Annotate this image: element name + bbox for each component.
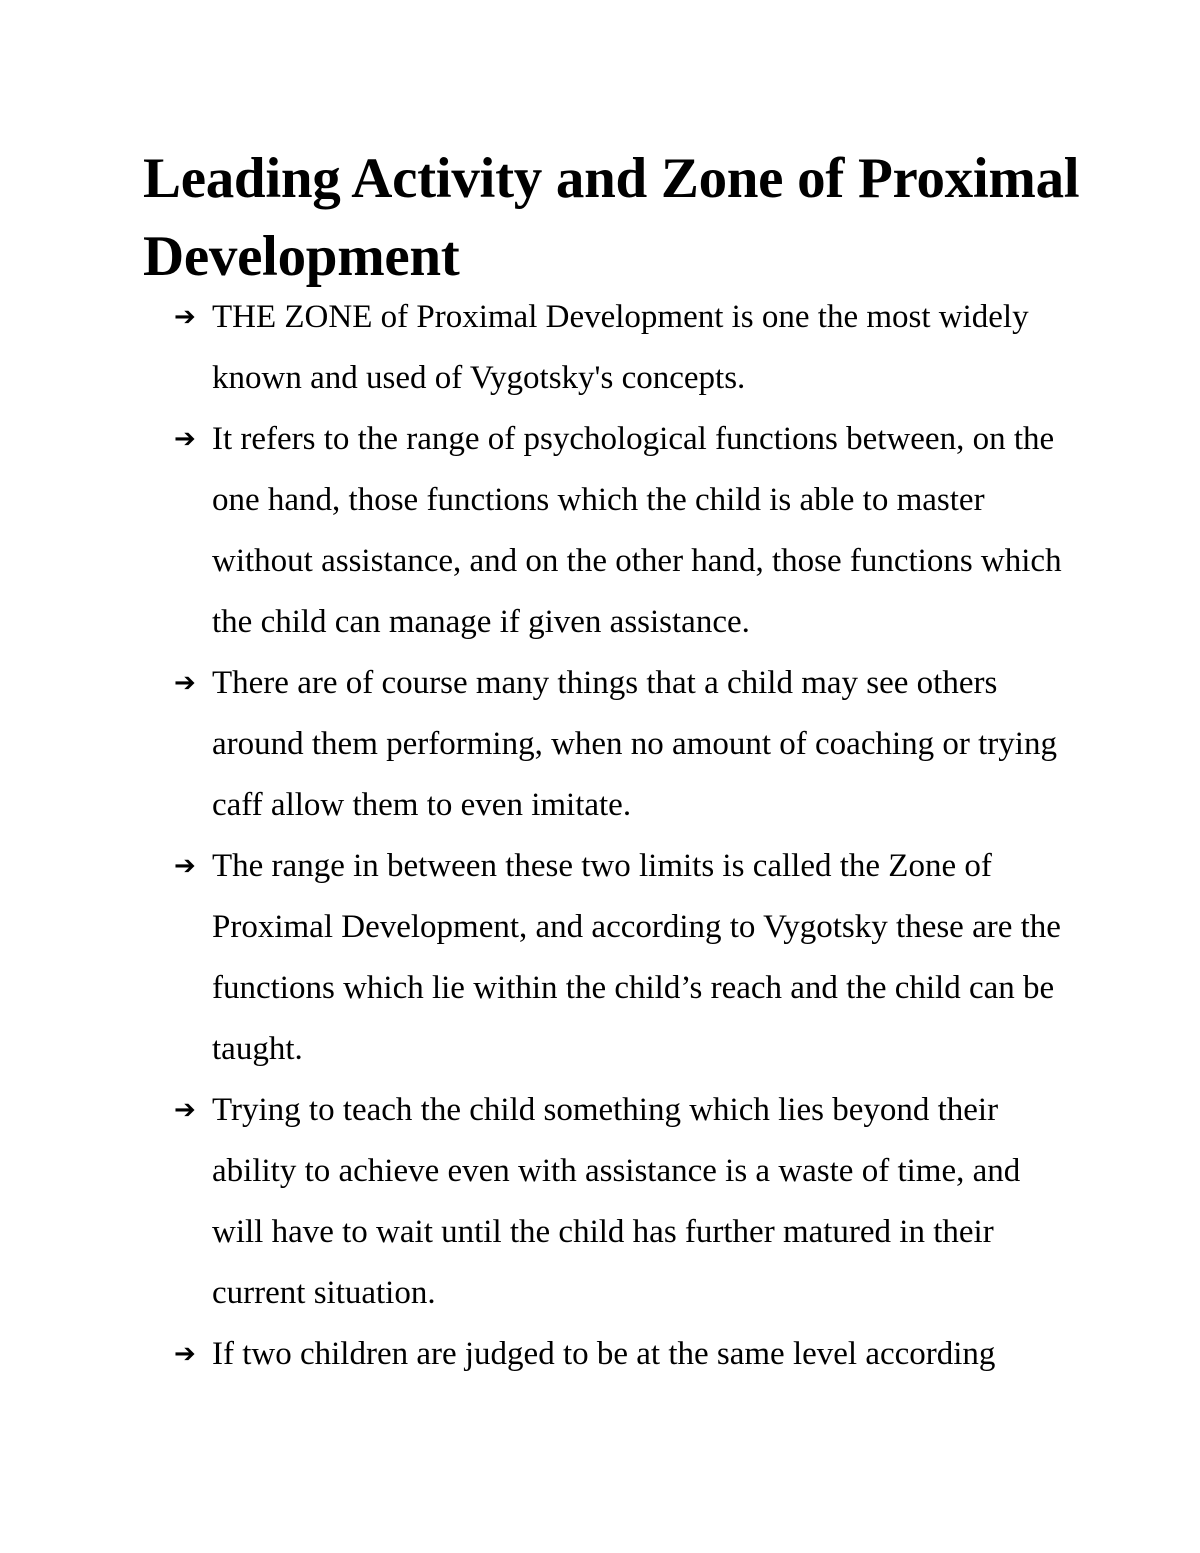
bullet-list <box>172 287 1077 1385</box>
bullet-text: It refers to the range of psychological functions between, on the one hand, those functions which the child is able to master without assistance, and on the other hand, those functions which the child can manage if given assistance. <box>212 421 1062 640</box>
bullet-text: Trying to teach the child something which lies beyond their ability to achieve even with assistance is a waste of time, and will have to wait until the child has further matured in their current situation. <box>212 1092 1021 1311</box>
bullet-item <box>172 409 1077 653</box>
bullet-item <box>172 836 1077 1080</box>
bullet-item <box>172 1324 1077 1385</box>
bullet-text: THE ZONE of Proximal Development is one the most widely known and used of Vygotsky's concepts. <box>212 299 1029 396</box>
arrow-bullet-icon: ➔ <box>174 1095 196 1125</box>
arrow-bullet-icon: ➔ <box>174 851 196 881</box>
bullet-item <box>172 287 1077 409</box>
arrow-bullet-icon: ➔ <box>174 424 196 454</box>
arrow-bullet-icon: ➔ <box>174 1339 196 1369</box>
bullet-text: If two children are judged to be at the same level according <box>212 1336 996 1372</box>
arrow-bullet-icon: ➔ <box>174 668 196 698</box>
arrow-bullet-icon: ➔ <box>174 302 196 332</box>
bullet-text: There are of course many things that a child may see others around them performing, when no amount of coaching or trying caff allow them to even imitate. <box>212 665 1057 823</box>
bullet-text: The range in between these two limits is called the Zone of Proximal Development, and according to Vygotsky these are the functions which lie within the child’s reach and the child can be taught. <box>212 848 1061 1067</box>
bullet-item <box>172 653 1077 836</box>
bullet-item <box>172 1080 1077 1324</box>
page-title: Leading Activity and Zone of Proximal Development <box>143 147 1080 288</box>
